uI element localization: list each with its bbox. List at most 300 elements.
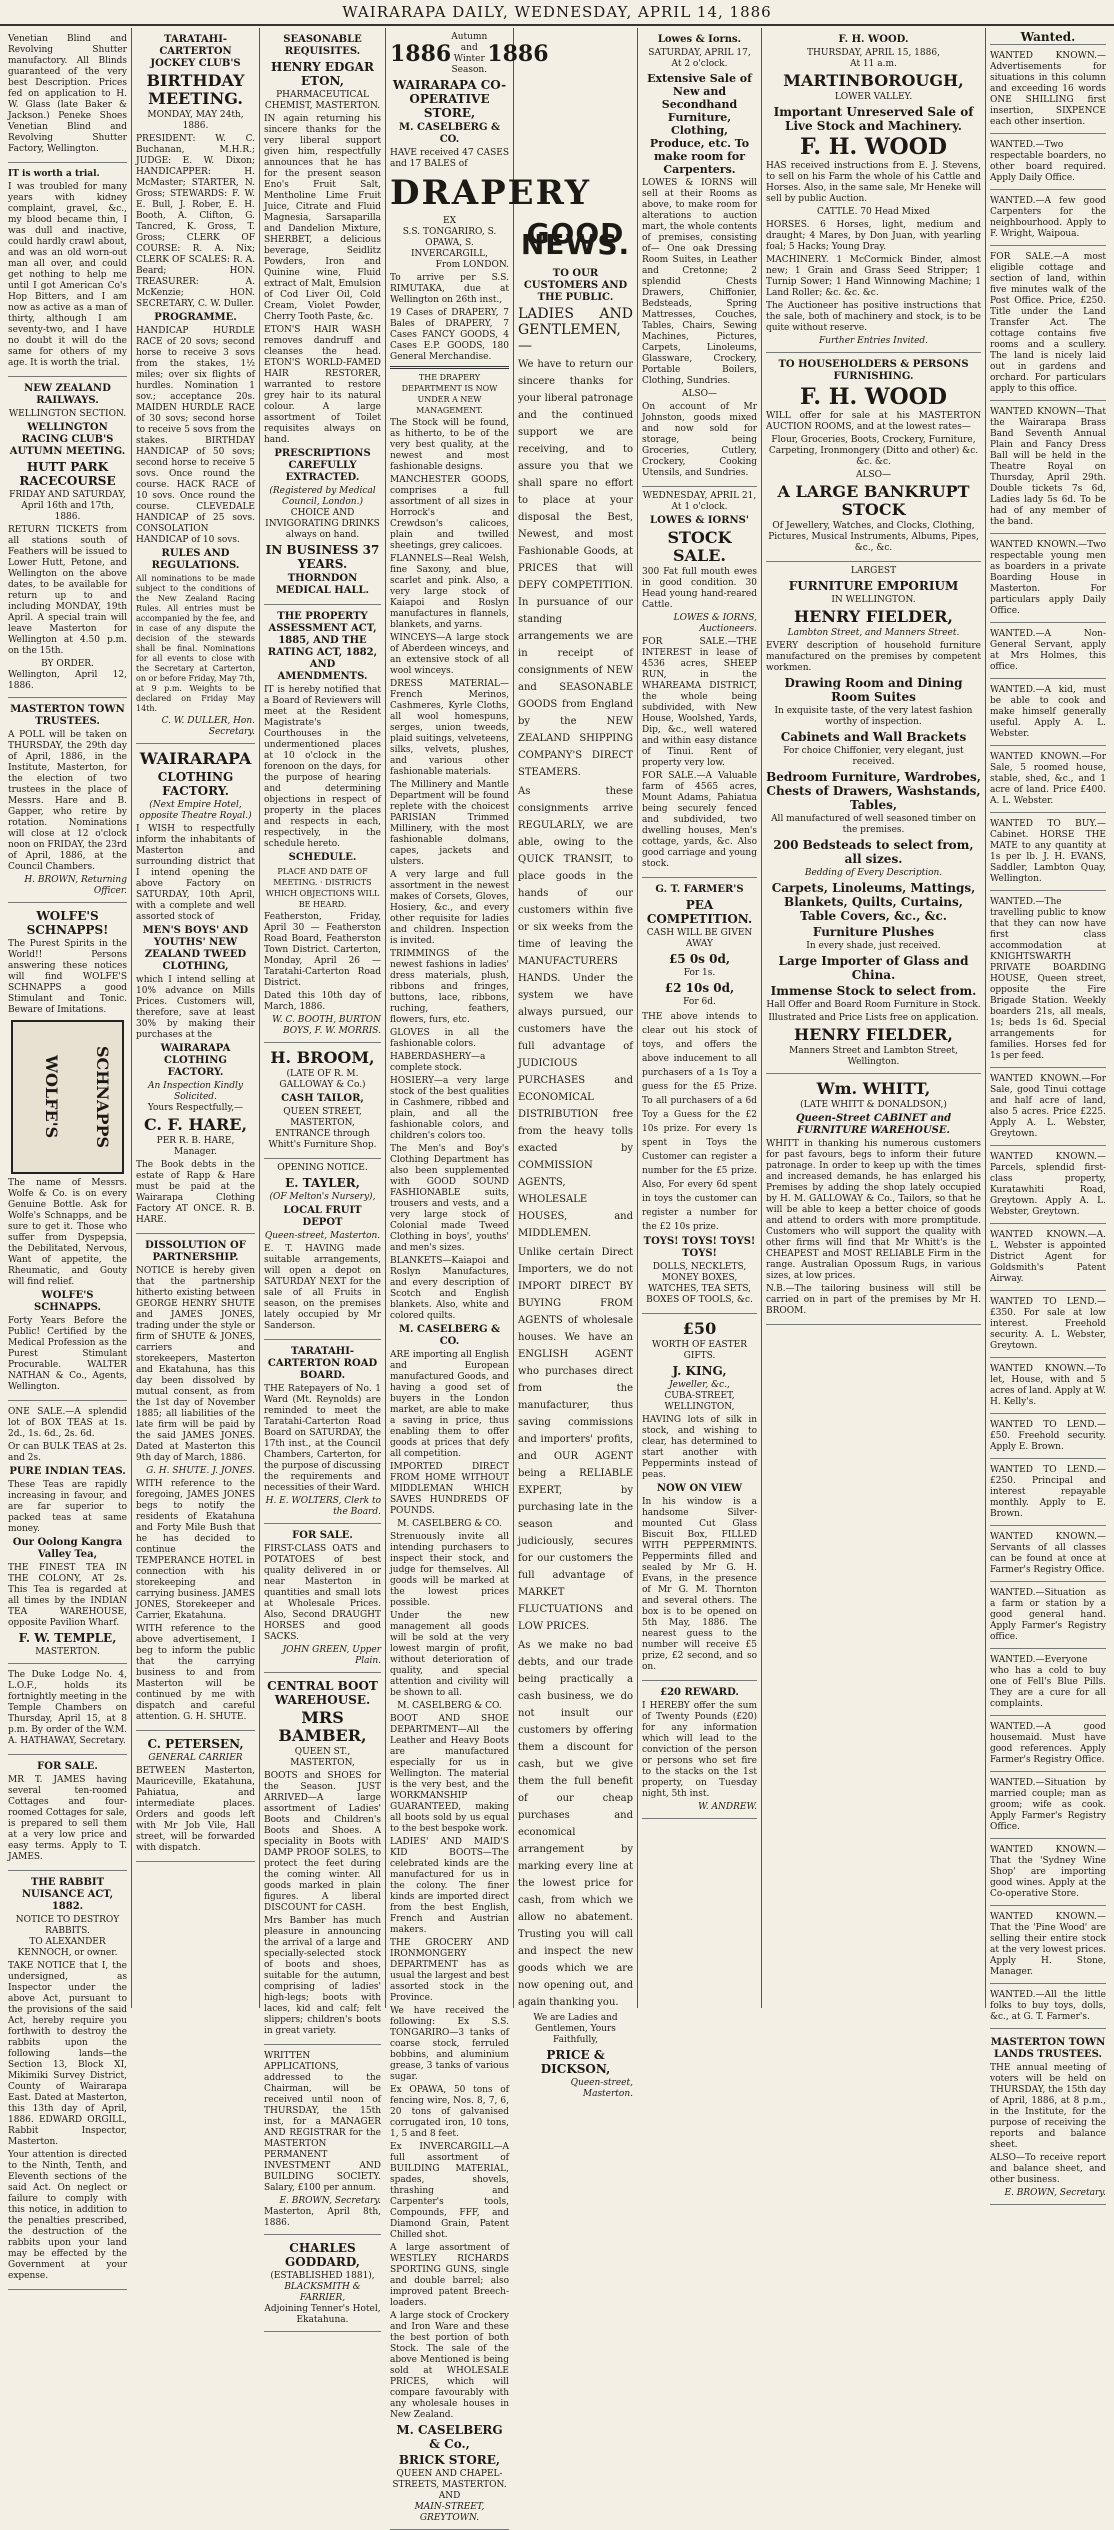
drapery-heading: DRAPERY [390,173,592,213]
arms: A large assortment of WESTLEY RICHARDS SPORTING GUNS, single and double barrel; also improved patent Breech-loaders. [390,2243,509,2308]
king-ad [642,1314,757,1681]
programme-head: PROGRAMME. [154,312,237,323]
wanted-14: WANTED KNOWN.—A. L. Webster is appointed District Agent for Goldsmith's Patent Airway. [990,1226,1106,1291]
wanted-18: WANTED TO LEND.—£250. Principal and interest repayable monthly. Apply to E. Brown. [990,1461,1106,1526]
king-place: CUBA-STREET, WELLINGTON, [664,1391,735,1412]
further: Further Entries Invited. [818,336,929,346]
illustrated: Illustrated and Price Lists free on application. [768,1013,979,1023]
hutt-days: FRIDAY AND SATURDAY, [9,490,126,500]
also: ALSO— [681,389,718,399]
cheap: CHOICE AND INVIGORATING DRINKS always on hand. [265,508,380,540]
mcco3: M. CASELBERG & Co., [396,2423,503,2451]
petersen-ad [136,1731,255,1862]
eton-hair: ETON'S HAIR WASH removes dandruff and cleanses the head. ETON'S WORLD-FAMED HAIR RESTORER, warranted to restore grey hair to its natural colour. A large assortment of Toilet requisites always on hand. [264,325,381,445]
haberdashery: HABERDASHERY—a complete stock. [390,1052,486,1073]
rules-head: RULES AND REGULATIONS. [151,548,240,571]
plushes: Furniture Plushes [812,925,935,939]
schedule-rows: Featherston, Friday, April 30 — Featherston Road Board, Featherston Town District. Carterton, Monday, April 26 — Taratahi-Carterton Road District. [264,912,381,988]
rabbit-text: TAKE NOTICE that I, the undersigned, as Inspector under the above Act, pursuant to the provisions of the said Act, hereby require you forthwith to destroy the rabbits upon the following lands—the Section 13, Block XI, Mikimiki Survey District, County of Wairarapa East. Dated at Masterton, this 13th day of April, 1886. EDWARD ORGILL, Rabbit Inspector, Masterton. [8,1961,127,2147]
ex: EX [443,216,456,226]
season-year-left: 1886 [390,41,452,67]
received: We have received the following: Ex S.S. TONGARIRO—3 tanks of coarse stock, ferruled bobbins, and aluminium grease, 3 tanks of various sugar. [390,2006,509,2082]
broom-text: QUEEN STREET, MASTERTON, ENTRANCE through Whitt's Furniture Shop. [268,1107,377,1150]
for-6d: For 6d. [683,997,716,1007]
bedsteads: 200 Bedsteads to select from, all sizes. [773,838,974,866]
schnapps-box-left: WOLFE'S [41,1055,61,1139]
farmers-head: G. T. FARMER'S [655,884,744,895]
reward-ad [642,1681,757,1819]
invercargill: Ex INVERCARGILL—A full assortment of BUILDING MATERIAL, spades, shovels, thrashing and Carpenter's tools, Compounds, FFF, and Diamond Grain, Patent Chilled shot. [390,2142,509,2240]
trustees-poll-ad [8,698,127,903]
book-debts: The Book debts in the estate of Rapp & Hare must be paid at the Wairarapa Clothing Factory AT ONCE. R. B. HARE. [136,1160,255,1225]
indian-text: These Teas are rapidly increasing in favour, and are far superior to packed teas at same money. [8,1480,127,1534]
trustees-text: THE annual meeting of voters will be held on THURSDAY, the 15th day of April, 1886, at 8 p.m., in the Institute, for the purpose of receiving the reports and balance sheet. [990,2063,1106,2150]
found-body: I was troubled for many years with kidney complaint, gravel, &c., my blood became thin, I was dull and inactive, could hardly crawl about, and was an old worn-out man all over, and could get nothing to help me until I got American Co's Hop Bitters, and I am now as active as a man of thirty, although I am seventy-two, and I have no doubt it will do the same for others of my age. It is worth the trial. [8,182,127,368]
oats-text: FIRST-CLASS OATS and POTATOES of best quality delivered in or near Masterton in quantities and small lots at Wholesale Prices. Also, Second DRAUGHT HORSES and good SACKS. [264,1544,381,1642]
time: At 2 o'clock. [671,59,728,69]
machinery: MACHINERY. 1 McCormick Binder, almost new; 1 Grain and Grass Seed Stripper; 1 Turnip Sower; 1 Hand Winnowing Machine; 1 Land Roller; &c. &c. &c. [766,255,981,298]
direct: Strenuously invite all intending purchasers to inspect their stock, and judge for themselves. All goods will be marked at the lowest prices possible. [390,1532,509,1608]
coop: WAIRARAPA CO-OPERATIVE STORE, [392,78,507,120]
wanted-heading: Wanted. [990,30,1106,45]
main-street: MAIN-STREET, GREYTOWN. [414,2502,485,2523]
tea-sale: ONE SALE.—A splendid lot of BOX TEAS at 1s. 2d., 1s. 6d., 2s. 6d. [8,1407,127,1439]
whitt-nb: N.B.—The tailoring business will still be carried on in part of the premises by Mr H. BROOM. [766,1284,981,1316]
wood2-items: Flour, Groceries, Boots, Crockery, Furniture, Carpeting, Ironmongery (Ditto and other) &c. &c. &c. [768,435,979,467]
glass: Large Importer of Glass and China. [778,954,969,982]
wanted-2: WANTED.—Two respectable boarders, no other board required. Apply Daily Office. [990,136,1106,190]
wood2: F. H. WOOD [800,384,947,410]
wanted-19: WANTED KNOWN.—Servants of all classes can be found at once at Farmer's Registry Office. [990,1528,1106,1582]
newspaper-columns [4,28,1110,2523]
comp-text: THE above intends to clear out his stock of toys, and offers the above inducement to all purchasers of a 1s Toy a guess for the £5 Prize. To all purchasers of a 6d Toy a Guess for the £2 10s prize. For every 1s spent in Toys the Customer can register a number for the £5 prize. Also, For every 6d spent in toys the customer can register a number for the £2 10s prize. [642,1012,757,1232]
schnapps-box-right: SCHNAPPS [93,1045,113,1149]
ships: S.S. TONGARIRO, S. OPAWA, S. INVERCARGILL, [402,227,497,259]
railway-ad [8,377,127,698]
factory-text: I WISH to respectfully inform the inhabitants of Masterton and surrounding district that I intend opening the above Factory on SATURDAY, 10th April, with a complete and well assorted stock of [136,824,255,922]
wanted-10: WANTED TO BUY.—Cabinet. HORSE THE MATE to any quantity at 1s per lb. J. H. EVANS, Saddler, Lambton Quay, Wellington. [990,815,1106,891]
mens: The Men's and Boy's Clothing Department has also been supplemented with GOOD SOUND FASHIONABLE suits, trousers and vests, and a very large stock of Colonial made Tweed Clothing in boys', youths' and men's sizes. [390,1144,509,1253]
lowes-sale-ad [642,28,757,487]
for-sale-head: FOR SALE. [37,1761,98,1772]
schnapps-body: The name of Messrs. Wolfe & Co. is on every Genuine Bottle. Ask for Wolfe's Schnapps, and be sure to get it. Those who suffer from Dyspepsia, the Debilitated, Nervous, Want of appetite, the Rheumatic, and Gouty will find relief. [8,1178,127,1287]
whitt-cab: Queen-Street CABINET and FURNITURE WAREHOUSE. [795,1113,952,1136]
tea-ad [8,1401,127,1664]
wanted-3: WANTED.—A few good Carpenters for the neighbourhood. Apply to F. Wright, Waipoua. [990,192,1106,246]
hall: Hall Offer and Board Room Furniture in Stock. [766,1000,981,1010]
horses: HORSES. 6 Horses, light, medium and draught; 4 Mares, by Don Juan, with yearling foal; 5 Hacks; Young Dray. [766,220,981,252]
masthead-title: WAIRARAPA DAILY, WEDNESDAY, APRIL 14, 1886 [342,3,772,21]
casselberg2: M. CASELBERG & CO. [398,1324,501,1347]
fielder2: HENRY FIELDER, [794,1025,953,1044]
sheep: 300 Fat full mouth ewes in good condition. 30 Head young hand-reared Cattle. [642,567,757,610]
good-news-heading: GOOD NEWS. [520,217,631,261]
wanted-15: WANTED TO LEND.—£350. For sale at low interest. Freehold security. A. L. Webster, Greytown. [990,1293,1106,1358]
stock-text: The Stock will be found, as hitherto, to be of the very best quality, at the newest and most fashionable designs. [390,418,509,472]
reward-sig: W. ANDREW. [698,1802,757,1812]
cabinets-text: For choice Chiffonier, very elegant, just received. [783,746,964,767]
trustees-head: MASTERTON TOWN TRUSTEES. [10,704,125,727]
goddard-head: CHARLES GODDARD, [285,2241,360,2269]
bamber-text2: Mrs Bamber has much pleasure in announcing the arrival of a large and specially-selected stock of boots and shoes, suitable for the autumn, comprising of ladies' high-legs; boots with laces, kid and calf; felt slippers; children's boots in great variety. [264,1916,381,2036]
stock-sale: STOCK SALE. [667,528,732,565]
dissolution-text: NOTICE is hereby given that the partnership hitherto existing between GEORGE HENRY SHUTE and JAMES JONES, trading under the style or firm of SHUTE & JONES, carriers and storekeepers, Masterton and Ekatahuna, has this day been dissolved by mutual consent, as from the 1st day of November 1885; all liabilities of the late firm will be paid by the said JAMES JONES. Dated at Masterton this 9th day of March, 1886. [136,1266,255,1463]
assessment-head: THE PROPERTY ASSESSMENT ACT, 1885, AND THE RATING ACT, 1882, AND AMENDMENTS. [267,611,378,682]
body2: As these consignments arrive REGULARLY, we are able, owing to the QUICK TRANSIT, to place goods in the hands of our customers within five or six weeks from the time of leaving the MANUFACTURERS HANDS. Under the system we have always pursued, our customers have the full advantage of JUDICIOUS PURCHASES and ECONOMICAL DISTRIBUTION free from the heavy tolls exacted by COMMISSION AGENTS, WHOLESALE HOUSES, and MIDDLEMEN. [518,786,633,1239]
eton-ad [264,28,381,605]
have-received: HAVE received 47 CASES and 17 BALES of [390,148,509,169]
body3: Unlike certain Direct Importers, we do not IMPORT DIRECT BY BUYING FROM AGENTS of wholesale houses. We have an ENGLISH AGENT who purchases direct from the manufacturer, thus saving commissions and importers' profits, and OUR AGENT being a RELIABLE EXPERT, by purchasing late in the season and judiciously, secures for our customers the full advantage of MARKET FLUCTUATIONS and LOW PRICES. [518,1247,633,1632]
eton-sub: PHARMACEUTICAL CHEMIST, MASTERTON. [264,90,381,111]
schnapps2-text: Forty Years Before the Public! Certified by the Medical Profession as the Purest Stimulant Procurable. WALTER NATHAN & Co., Agents, Wellington. [8,1316,127,1392]
trimmings: TRIMMINGS of the newest fashions in ladies' dress materials, plush, ribbons and fringes, buttons, lace, ribbons, ruching, feathers, flowers, furs, etc. [390,949,509,1025]
wanted-8: WANTED.—A kid, must be able to cook and make himself generally useful. Apply A. L. Webster. [990,681,1106,746]
pea-competition-ad [642,878,757,1314]
view-text: In his window is a handsome Silver-mounted Cut Glass Biscuit Box, FILLED WITH PEPPERMINTS. Peppermints filled and sealed by Mr G. H. Evans, in the presence of Mr G. M. Thornton and several others. The box is to be opened on 5th May, 1886. The nearest guess to the number will receive £5 prize, £2 second, and so on. [642,1497,757,1672]
jockey-club-ad [136,28,255,744]
reward-text: I HEREBY offer the sum of Twenty Pounds (£20) for any information which will lead to the conviction of the person or persons who set fire to the stacks on the 1st property, on Tuesday night, 5th inst. [642,1701,757,1799]
racing-club: WELLINGTON RACING CLUB'S AUTUMN MEETING. [9,422,126,457]
schnapps-ad [8,903,127,1401]
fruit-depot: LOCAL FRUIT DEPOT [283,1205,362,1228]
for-1s: For 1s. [683,968,716,978]
oats-ad [264,1524,381,1673]
important: Important Unreserved Sale of Live Stock and Machinery. [773,105,974,133]
tayler-sub: (OF Melton's Nursery), [269,1192,376,1202]
rabbit-ad [8,1871,127,2290]
sale-valuable: FOR SALE.—A Valuable farm of 4565 acres, Mount Adams, Pahiatua being securely fenced and subdivided, two dwelling houses, Men's cottage, yards, &c. Also good carriage and young stock. [642,771,757,869]
column-5 [514,28,638,2099]
corner: QUEEN AND CHAPEL-STREETS, MASTERTON. [392,2469,507,2490]
schnapps2-head: WOLFE'S SCHNAPPS. [34,1290,101,1313]
yours: Yours Respectfully,— [147,1103,244,1113]
tayler: E. TAYLER, [285,1176,360,1190]
in-wellington: IN WELLINGTON. [831,595,916,605]
broom-sub: (LATE OF R. M. GALLOWAY & Co.) [279,1069,366,1090]
indian-head: PURE INDIAN TEAS. [9,1466,126,1477]
hare: C. F. HARE, [143,1115,248,1134]
wanted-4: FOR SALE.—A most eligible cottage and section of land, within five minutes walk of the Post Office. Price, £250. Title under the Land Transfer Act. The cottage contains five rooms and a scullery. The land is nicely laid out in gardens and orchard. For particulars apply to this office. [990,248,1106,401]
wanted-24: WANTED KNOWN.—That the 'Sydney Wine Shop' are importing good wines. Apply at the Co-operative Store. [990,1841,1106,1906]
fielder-text: EVERY description of household furniture manufactured on the premises by competent workmen. [766,641,981,673]
importing: ARE importing all English and European manufactured Goods, and having a good set of buyers in the London market, are able to make a saving in price, thus enabling them to offer goods at prices that defy all competition. [390,1350,509,1459]
hutt-park: HUTT PARK RACECOURSE [19,460,116,488]
shute-text: WITH reference to the above advertisement, I beg to inform the public that the carrying business to and from Masterton will be continued by me with dispatch and careful attention. G. H. SHUTE. [136,1624,255,1722]
inspection: An Inspection Kindly Solicited. [148,1081,243,1102]
sale-head: Extensive Sale of New and Secondhand Furniture, Clothing, Produce, etc. To make room for Carpenters. [647,72,752,176]
petersen-text: BETWEEN Masterton, Mauriceville, Ekatahuna, Pahiatua, and intermediate places. Orders and goods left with Mr Job Vile, Hall street, will be forwarded with dispatch. [136,1766,255,1853]
hosiery: HOSIERY—a very large stock of the best qualities in Cashmere, ribbed and plain, and all the fashionable colors, and children's colors too. [390,1076,509,1141]
taratahi-sig: H. E. WOLTERS, Clerk to the Board. [265,1496,381,1517]
from-london: From LONDON. [435,260,509,270]
large: A very large and full assortment in the newest makes of Corsets, Gloves, Hosiery, &c., and every other requisite for ladies and children. Inspection is invited. [390,870,509,946]
whitt-sub: (LATE WHITT & DONALDSON,) [800,1100,947,1110]
lodge-text: The Duke Lodge No. 4, L.O.F., holds its fortnightly meeting in the Temple Chambers on Thursday, April 15, at 8 p.m. By order of the W.M. A. HATHAWAY, Secretary. [8,1670,127,1746]
brick-store: BRICK STORE, [398,2453,501,2467]
body4: As we make no bad debts, and our trade being practically a cash business, we do not insult our customers by offering them a discount for cash, but we give them the full benefit of our cheap purchases and economical arrangement by marking every line at the lowest price for cash, from which we allow no abatement. Trusting you will call and inspect the new goods which we are now opening out, and again thanking you. [518,1640,633,2008]
broom-tailor: CASH TAILOR, [281,1093,364,1104]
toys-items: DOLLS, NECKLETS, MONEY BOXES, WATCHES, TEA SETS, BOXES OF TOOLS, &c. [646,1262,753,1305]
schnapps-text: The Purest Spirits in the World!! Persons answering these notices will find WOLFE'S SCHNAPPS a good Stimulant and Tonic. Beware of Imitations. [8,939,127,1015]
bedroom-text: All manufactured of well seasoned timber on the premises. [771,814,976,835]
tea-bulk: Or can BULK TEAS at 2s. and 2s. [8,1442,127,1463]
season-label: Autumn and Winter Season. [451,32,488,75]
auctioneer: The Auctioneer has positive instructions that the sale, both of machinery and stock, is to be quite without reserve. [766,301,981,333]
martinborough: MARTINBOROUGH, [783,71,964,90]
return-text: RETURN TICKETS from all stations south of Feathers will be issued to Lower Hutt, Petone, and Wellington on the above dates, to be available for return up to and including MONDAY, 19th April. A special train will leave Masterton for Wellington at 4.50 p.m. on the 15th. [8,525,127,656]
toys: TOYS! TOYS! TOYS! TOYS! [643,1236,756,1259]
column-7 [762,28,986,2008]
wanted-7: WANTED.—A Non-General Servant, apply at Mrs Holmes, this office. [990,625,1106,679]
oolong-text: THE FINEST TEA IN THE COLONY, AT 2s. This Tea is regarded at all times by the INDIAN TEA WAREHOUSE, opposite Pavilion Wharf. [8,1563,127,1628]
grocery: THE GROCERY AND IRONMONGERY DEPARTMENT has as usual the largest and best assorted stock in the Province. [390,1938,509,2003]
arrive: To arrive per S.S. RIMUTAKA, due at Wellington on 26th inst., [390,273,509,305]
seasonable: SEASONABLE REQUISITES. [283,34,362,57]
factory-loc: (Next Empire Hotel, opposite Theatre Royal.) [139,800,252,821]
wanted-25: WANTED KNOWN.—That the 'Pine Wood' are selling their entire stock at the very lowest prices. Apply H. Stone, Manager. [990,1908,1106,1984]
blankets: BLANKETS—Kaiapoi and Roslyn Manufactures, and every description of Scotch and English blankets. Also, white and colored quilts. [390,1256,509,1321]
bamber-ad [264,1673,381,2045]
clothing-factory-ad [136,744,255,1234]
mcco2: M. CASELBERG & CO. [397,1701,502,1711]
queen-street: Queen-street, Masterton. [264,1231,381,1241]
wanted-26: WANTED.—All the little folks to buy toys, dolls, &c., at G. T. Farmer's. [990,1986,1106,2029]
carpets: Carpets, Linoleums, Mattings, Blankets, Quilts, Curtains, Table Covers, &c., &c. [771,881,976,923]
assessment-text: IT is hereby notified that a Board of Reviewers will meet at the Resident Magistrate's Courthouses in the undermentioned places at 10 o'clock in the forenoon on the days, for the purpose of hearing and determining objections in respect of property in the places and respects in each, respectively, in the schedule hereto. [264,685,381,849]
worth: WORTH OF EASTER GIFTS. [651,1340,748,1361]
oats-sig: JOHN GREEN, Upper Plain. [282,1645,381,1666]
hare-per: PER R. B. HARE, Manager. [156,1136,235,1157]
trustees-also: ALSO—To receive report and balance sheet, and other business. [990,2153,1106,2185]
gloves: GLOVES in all the fashionable colors. [390,1028,509,1049]
wanted-1: WANTED KNOWN.—Advertisements for situations in this column and exceeding 16 words ONE SHILLING first insertion, SIXPENCE each other insertion. [990,47,1106,134]
cash-given: CASH WILL BE GIVEN AWAY [646,928,753,949]
dissolution-ad [136,1234,255,1731]
dissolution-head: DISSOLUTION OF PARTNERSHIP. [145,1240,246,1263]
wood-auction-ad [766,28,981,353]
lowes-iorns: LOWES & IORNS' [650,515,749,526]
column-6 [638,28,762,2008]
householders: TO HOUSEHOLDERS & PERSONS FURNISHING. [778,359,969,382]
dissolution-sig: G. H. SHUTE. J. JONES. [146,1466,255,1476]
for-sale: FOR SALE. [292,1530,353,1541]
opawa: Ex OPAWA, 50 tons of fencing wire, Nos. 8, 7, 6, 20 tons of galvanised corrugated iron, 10 tons, 1, 5 and 8 feet. [390,2085,509,2139]
and: AND [438,2491,461,2501]
poll-sig: H. BROWN, Returning Officer. [24,875,127,896]
railway-head: NEW ZEALAND RAILWAYS. [24,383,111,406]
applications-date: Masterton, April 8th, 1886. [264,2207,381,2228]
flannels: FLANNELS—Real Welsh, fine Saxony, and blue, scarlet and pink. Also, a very large stock of Kaiapoi and Roslyn manufactures in flannels, blankets, and yarns. [390,554,509,630]
management: Under the new management all goods will be sold at the very lowest margin of profit, without deterioration of quality, and special attention and civility will be shown to all. [390,1611,509,1698]
lowes-auct: LOWES & IORNS, Auctioneers. [673,613,757,634]
venetian-text: Venetian Blind and Revolving Shutter manufactory. All Blinds guaranteed of the very best Description. Prices fed on application to H. W. Glass (late Baker & Jackson.) Peneke Shoes Venetian Blind and Revolving Shutter Factory, Wellington. [8,34,127,154]
fielder2-place: Manners Street and Lambton Street, Wellington. [789,1046,958,1067]
wanted-5: WANTED KNOWN—That the Wairarapa Brass Band Seventh Annual Plain and Fancy Dress Ball will be held in the Theatre Royal on Thursday, April 29th. Double tickets 7s 6d, Ladies lady 5s 6d. To be had of any member of the band. [990,403,1106,534]
pounds-50: £50 [682,1319,717,1338]
rules-sig: C. W. DULLER, Hon. Secretary. [161,716,255,737]
wood2-text: WILL offer for sale at his MASTERTON AUCTION ROOMS, and at the lowest rates— [766,411,981,432]
tayler-text: E. T. HAVING made suitable arrangements, will open a depot on SATURDAY NEXT for the sale of all Fruits in season, on the premises lately occupied by Mr Sanderson. [264,1244,381,1331]
wanted-20: WANTED.—Situation as a farm or station by a good general hand. Apply Farmer's Registry office. [990,1584,1106,1649]
schnapps-head: WOLFE'S SCHNAPPS! [26,909,109,937]
sale-text: LOWES & IORNS will sell at their Rooms as above, to make room for alterations to auction mart, the whole contents of premises, consisting of— One oak Dressing Room Suites, in Leather and Cretonne; 2 splendid Chests Drawers, Chiffonier, Bedsteads, Spring Mattresses, Couches, Tables, Chairs, Sewing Machines, Pictures, Carpets, Linoleums, Glassware, Crockery, Portable Boilers, Clothing, Sundries. [642,178,757,386]
wanted-23: WANTED.—Situation by married couple; man as groom; wife as cook. Apply Farmer's Registry Office. [990,1774,1106,1839]
middleman: IMPORTED DIRECT FROM HOME WITHOUT MIDDLEMAN WHICH SAVES HUNDREDS OF POUNDS. [390,1462,509,1516]
jockey-head: TARATAHI-CARTERTON JOCKEY CLUB'S [150,34,241,69]
applications-sig: E. BROWN, Secretary. [279,2196,381,2206]
wood-head: F. H. WOOD [800,134,947,160]
rabbit-to: TO ALEXANDER KENNOCH, or owner. [17,1937,118,1958]
wanted-9: WANTED KNOWN.—For Sale, 5 roomed house, stable, shed, &c., and 1 acre of land. Price £400. A. L. Webster. [990,748,1106,813]
cabinets: Cabinets and Wall Brackets [780,730,967,744]
whitt-text: WHITT in thanking his numerous customers for past favours, begs to inform their future patronage. In order to keep up with the times and increased demands, he has enlarged his Premises by adding the shop lately occupied by H. M. GALLOWAY & Co., Tailors, so that he will be able to keep a better choice of goods and attend to orders with more promptitude. Customers who will support the quality with other firms will find that Mr Whitt's is the CHEAPEST and MOST RELIABLE Firm in the range. Australian Opossum Rugs, in various sizes, at low prices. [766,1139,981,1281]
schedule-sig: W. C. BOOTH, BURTON BOYS, F. W. MORRIS. [272,1015,381,1036]
season-header [390,32,549,76]
rabbit-sub: NOTICE TO DESTROY RABBITS. [15,1915,120,1936]
goddard-ad [264,2235,381,2332]
factory-head: WAIRARAPA [139,749,252,768]
wanted-6: WANTED KNOWN.—Two respectable young men as boarders in a private Boarding House in Masterton. For particulars apply Daily Office. [990,536,1106,623]
fh-wood: F. H. WOOD. [838,34,909,45]
cattle: CATTLE. 70 Head Mixed [816,207,931,217]
rules-text: All nominations to be made subject to the conditions of the New Zealand Racing Rules. All entries must be accompanied by the fee, and in case of any dispute the decision of the stewards shall be final. Nominations for all events to close with the Secretary at Carterton, on or before Friday, May 7th, at 9 p.m. Weights to be declared on Friday May 14th. [136,574,255,713]
eton-head: HENRY EDGAR ETON, [271,60,374,88]
poll-text: A POLL will be taken on THURSDAY, the 29th day of April, 1886, in the Institute, Masterton, for the election of two trustees in the place of Messrs. Hare and B. Gapper, who retire by rotation. Nominations will close at 12 o'clock noon on FRIDAY, the 23rd of April, 1886, at the Council Chambers. [8,730,127,872]
reward: £20 REWARD. [660,1687,739,1698]
column-1 [4,28,132,2281]
jeweller: Jeweller, &c., [669,1380,730,1390]
lodge-ad [8,1664,127,1755]
lowes-head: Lowes & Iorns. [657,34,742,45]
wanted-16: WANTED KNOWN.—To let, House, with and 5 acres of land. Apply at W. H. Kelly's. [990,1360,1106,1414]
winceys: WINCEYS—A large stock of Aberdeen winceys, and an extensive stock of all wool winceys. [390,633,509,676]
body1: We have to return our sincere thanks for your liberal patronage and the continued support we are receiving, and to assure you that we shall spare no effort to place at your disposal the Best, Newest, and most Fashionable Goods, at PRICES that will DEFY COMPETITION. In pursuance of our standing arrangements we are in receipt of consignments of NEW and SEASONABLE GOODS from England by the NEW ZEALAND SHIPPING COMPANY'S DIRECT STEAMERS. [518,359,633,778]
casselberg: M. CASELBERG & CO. [398,122,501,145]
bedding: Bedding of Every Description. [804,868,943,878]
five-pounds: £5 0s 0d, [668,952,731,966]
wanted-22: WANTED.—A good housemaid. Must have good references. Apply Farmer's Registry Office. [990,1718,1106,1772]
factory-text2: which I intend selling at 10% advance on Mills Prices. Customers will, therefore, save at least 30% by making their purchases at the [136,975,255,1040]
goddard-sub: (ESTABLISHED 1881), [270,2271,375,2281]
schedule: SCHEDULE. [288,852,357,863]
wed-time: At 1 o'clock. [671,502,728,512]
schedule-cols: PLACE AND DATE OF MEETING. · DISTRICTS WHICH OBJECTIONS WILL BE HEARD. [265,867,380,909]
schnapps-illustration [11,1020,124,1174]
ten-pounds: £2 10s 0d, [664,981,735,995]
now-view: NOW ON VIEW [656,1483,743,1494]
ladies: LADIES AND GENTLEMEN,— [518,306,633,354]
bankrupt: A LARGE BANKRUPT STOCK [777,482,970,519]
goddard-text: Adjoining Tenner's Hotel, Ekatahuna. [264,2304,381,2325]
ladies-boots: LADIES' AND MAID'S KID BOOTS—The celebrated kinds are the manufactured for us in the colony. The finer kinds are imported direct from the best English, French and Austrian makers. [390,1837,509,1935]
years: IN BUSINESS 37 YEARS. [265,543,380,571]
wanted-21: WANTED.—Everyone who has a cold to buy one of Fell's Blue Pills. They are a cure for all complaints. [990,1651,1106,1716]
king-text: HAVING lots of silk in stock, and wishing to clear, has determined to start another with Peppermints instead of peas. [642,1415,757,1480]
prescriptions: PRESCRIPTIONS CAREFULLY EXTRACTED. [274,448,371,483]
bedroom: Bedroom Furniture, Wardrobes, Chests of Drawers, Washstands, Tables, [766,770,981,812]
rabbit-head: THE RABBIT NUISANCE ACT, 1882. [21,1877,114,1912]
petersen-head: C. PETERSEN, [147,1737,244,1751]
also: ALSO— [855,470,892,480]
races: HANDICAP HURDLE RACE of 20 sovs; second horse to receive 3 sovs from the stakes, 1½ miles; over six flights of hurdles. Nomination 1 sov.; acceptance 20s. MAIDEN HURDLE RACE of 30 sovs; second horse to receive 5 sovs from the stakes. BIRTHDAY HANDICAP of 50 sovs; second horse to receive 5 sovs. Once round the course. HACK RACE of 10 sovs. Once round the course. CLEVEDALE HANDICAP of 25 sovs. CONSOLATION HANDICAP of 10 sovs. [136,326,255,545]
taratahi-rb-ad [264,1340,381,1524]
railway-sub: WELLINGTON SECTION. [8,409,127,419]
column-8 [986,28,1110,2198]
bamber-sub: QUEEN ST., MASTERTON, [290,1747,355,1768]
temperance: WITH reference to the foregoing, JAMES JONES begs to notify the residents of Ekatahuna and Forty Mile Bush that he has decided to continue the TEMPERANCE HOTEL in connection with his storekeeping and carrying business. JAMES JONES, Storekeeper and Carrier, Ekatahuna. [136,1479,255,1621]
taratahi-text: THE Ratepayers of No. 1 Ward (Mt. Reynolds) are reminded to meet the Taratahi-Carterton Road Board on SATURDAY, the 17th inst., at the Council Chambers, Carterton, for the purpose of discussing the requirements and necessities of their Ward. [264,1384,381,1493]
registered: (Registered by Medical Council, London.) [269,486,376,507]
place: Queen-street, Masterton. [570,2078,633,2099]
sat: SATURDAY, APRIL 17, [648,48,751,58]
oolong-head: Our Oolong Kangra Valley Tea, [12,1537,123,1560]
cases: 19 Cases of DRAPERY, 7 Bales of DRAPERY, 7 Cases FANCY GOODS, 4 Cases E.P. GOODS, 180 General Merchandise. [390,308,509,362]
mcco: M. CASELBERG & CO. [397,1519,502,1529]
largest: LARGEST [850,566,897,576]
manchester: MANCHESTER GOODS, comprises a full assortment of all sizes in Horrock's and Crewdson's calicoes, plain and twilled sheetings, grey calicoes. [390,475,509,551]
fielder-place: Lambton Street, and Manners Street. [787,628,960,638]
factory-name: WAIRARAPA CLOTHING FACTORY. [160,1043,231,1078]
factory-items: MEN'S BOYS' AND YOUTHS' NEW ZEALAND TWEED CLOTHING, [142,925,249,972]
season-year-right: 1886 [487,41,549,67]
wed: WEDNESDAY, APRIL 21, [642,491,757,501]
thursday: THURSDAY, APRIL 15, 1886, [807,48,940,58]
also-text: On account of Mr Johnston, goods mixed and now sold for storage, being Groceries, Cutlery, Crockery, Cooking Utensils, and Sundries. [642,402,757,478]
drawing: Drawing Room and Dining Room Suites [784,676,963,704]
broom-ad [264,1043,381,1159]
crockery: A large stock of Crockery and Iron Ware and these the best portion of both Stock. The sale of the above Mentioned is being sold at WHOLESALE PRICES, which will compare favourably with any wholesale houses in New Zealand. [390,2311,509,2420]
millinery: The Millinery and Mantle Department will be found replete with the choicest PARISIAN Trimmed Millinery, with the most fashionable dolmans, capes, jackets and ulsters. [390,780,509,867]
rabbit-attn: Your attention is directed to the Ninth, Tenth, and Eleventh sections of the said Act. On neglect or failure to comply with this notice, in addition to the penalties prescribed, the destruction of the rabbits upon your land may be effected by the Government at your expense. [8,2150,127,2281]
drawing-text: In exquisite taste, of the very latest fashion worthy of inspection. [774,706,973,727]
column-3 [260,28,386,2325]
opening: OPENING NOTICE. [277,1163,368,1173]
boot-dept: BOOT AND SHOE DEPARTMENT—All the Leather and Heavy Boots are manufactured especially for us in Wellington. The material is the very best, and the WORKMANSHIP GUARANTEED, making all boots sold by us equal to the best bespoke work. [390,1714,509,1834]
price-dickson: PRICE & DICKSON, [540,2048,611,2076]
dress: DRESS MATERIAL—French Merinos, Cashmeres, Kyrle Cloths, all wool homespuns, serges, union tweeds, plaid suitings, velveteens, silks, velvets, plushes, and various other fashionable materials. [390,679,509,777]
divider [390,366,509,369]
lower-valley: LOWER VALLEY. [834,92,913,102]
furniture-emp: FURNITURE EMPORIUM [788,579,959,593]
for-sale-text: MR T. JAMES having several ten-roomed Cottages and four-roomed Cottages for sale, is prepared to sell them at a very low price and easy terms. Apply to T. JAMES. [8,1775,127,1862]
tayler-ad [264,1159,381,1340]
broom-head: H. BROOM, [270,1048,375,1067]
town-lands-ad [990,2031,1106,2205]
drapery-dept: THE DRAPERY DEPARTMENT IS NOW UNDER A NEW MANAGEMENT. [401,373,498,415]
schedule-date: Dated this 10th day of March, 1886. [264,991,381,1012]
fielder-ad [766,562,981,1074]
trustees-sig: E. BROWN, Secretary. [1004,2188,1106,2198]
temple-place: MASTERTON. [35,1647,100,1657]
wanted-11: WANTED.—The travelling public to know that they can now have first class accommodation at KNIGHTSWARTH PRIVATE BOARDING HOUSE, Queen street, opposite the Fire Brigade Station. Weekly boarders 21s, all meals, 1s; beds 1s 6d. Special arrangements for families. Horses fed for 1s per feed. [990,893,1106,1068]
taratahi-rb: TARATAHI-CARTERTON ROAD BOARD. [267,1346,378,1381]
whitt-ad [766,1074,981,1325]
applications-ad [264,2045,381,2235]
hutt-dates: April 16th and 17th, 1886. [21,501,114,522]
sale-interest: FOR SALE.—THE INTEREST in lease of 4536 acres, SHEEP RUN, in the WHAREAMA DISTRICT, the whole being subdivided, with New House, Woolshed, Yards, Dip, &c., well watered and within easy distance of Tinui. Rent of property very low. [642,637,757,768]
masthead [0,0,1114,26]
thornton: THORNDON MEDICAL HALL. [275,573,370,596]
closing: We are Ladies and Gentlemen, Yours Faithfully, [533,2013,618,2045]
to-customers: TO OUR CUSTOMERS AND THE PUBLIC. [523,268,628,303]
householders-ad [766,353,981,562]
eton-text: IN again returning his sincere thanks for the very liberal support given him, respectfully announces that he has for the present season Eno's Fruit Salt, Mentholine Lime Fruit Juice, Citrate and Fluid Magnesia, Sarsaparilla and Dandelion Mixture, SHERBET, a delicious beverage, Seidlitz Powders, Iron and Quinine wine, Fluid extract of Malt, Emulsion of Cod Liver Oil, Cold Cream, Violet Powder, Cherry Tooth Paste, &c. [264,114,381,322]
bamber: MRS BAMBER, [278,1708,367,1745]
order-place: Wellington, April 12, 1886. [8,670,127,691]
stock-sale-ad [642,487,757,878]
wanted-17: WANTED TO LEND.—£50. Freehold security. Apply E. Brown. [990,1416,1106,1459]
bankrupt-text: Of Jewellery, Watches, and Clocks, Clothing, Pictures, Musical Instruments, Albums, Pipes, &c., &c. [768,521,979,553]
